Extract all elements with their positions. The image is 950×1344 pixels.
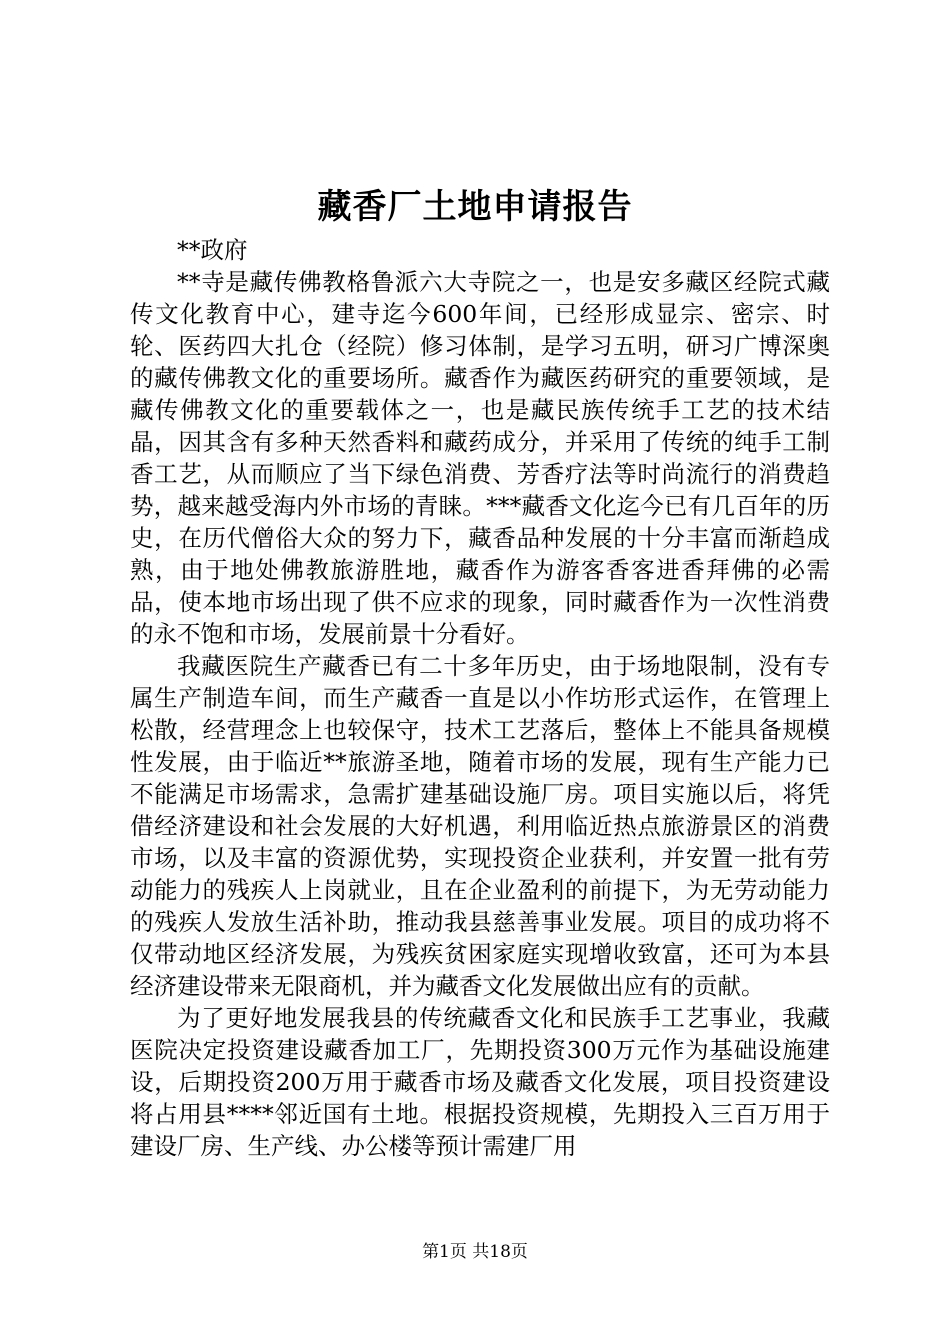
paragraph-2: 我藏医院生产藏香已有二十多年历史，由于场地限制，没有专属生产制造车间，而生产藏香一直是以小作坊形式运作，在管理上松散，经营理念上也较保守，技术工艺落后，整体上不能具备规模性发展，由于临近**旅游圣地，随着市场的发展，现有生产能力已不能满足市场需求，急需扩建基础设施厂房。项目实施以后，将凭借经济建设和社会发展的大好机遇，利用临近热点旅游景区的消费市场，以及丰富的资源优势，实现投资企业获利，并安置一批有劳动能力的残疾人上岗就业，且在企业盈利的前提下，为无劳动能力的残疾人发放生活补助，推动我县慈善事业发展。项目的成功将不仅带动地区经济发展，为残疾贫困家庭实现增收致富，还可为本县经济建设带来无限商机，并为藏香文化发展做出应有的贡献。 <box>130 652 830 1000</box>
document-title: 藏香厂土地申请报告 <box>317 187 633 227</box>
paragraph-3: 为了更好地发展我县的传统藏香文化和民族手工艺事业，我藏医院决定投资建设藏香加工厂，先期投资300万元作为基础设施建设，后期投资200万用于藏香市场及藏香文化发展，项目投资建设将占用县****邻近国有土地。根据投资规模，先期投入三百万用于建设厂房、生产线、办公楼等预计需建厂用 <box>130 1004 830 1160</box>
document-body <box>130 234 830 1162</box>
paragraph-1: **寺是藏传佛教格鲁派六大寺院之一，也是安多藏区经院式藏传文化教育中心，建寺迄今600年间，已经形成显宗、密宗、时轮、医药四大扎仓（经院）修习体制，是学习五明，研习广博深奥的藏传佛教文化的重要场所。藏香作为藏医药研究的重要领域，是藏传佛教文化的重要载体之一，也是藏民族传统手工艺的技术结晶，因其含有多种天然香料和藏药成分，并采用了传统的纯手工制香工艺，从而顺应了当下绿色消费、芳香疗法等时尚流行的消费趋势，越来越受海内外市场的青睐。***藏香文化迄今已有几百年的历史，在历代僧俗大众的努力下，藏香品种发展的十分丰富而渐趋成熟，由于地处佛教旅游胜地，藏香作为游客香客进香拜佛的必需品，使本地市场出现了供不应求的现象，同时藏香作为一次性消费的永不饱和市场，发展前景十分看好。 <box>130 268 830 648</box>
page-number-footer: 第1页 共18页 <box>422 1242 528 1262</box>
salutation: **政府 <box>177 236 248 264</box>
